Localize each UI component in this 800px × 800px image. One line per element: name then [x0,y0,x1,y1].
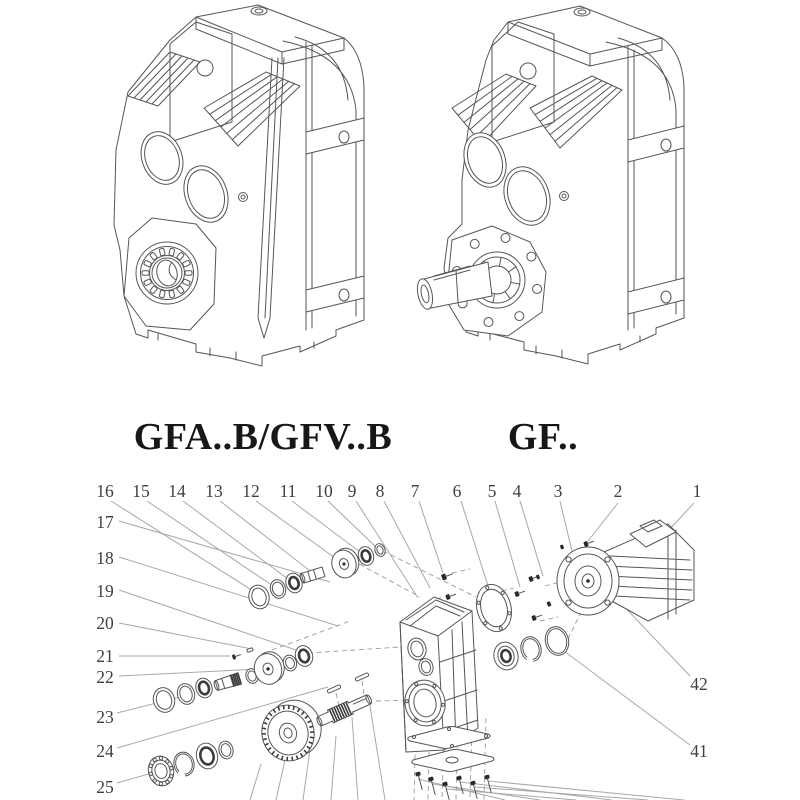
callout-19: 19 [96,581,114,601]
hollow-shaft-bearing [124,218,216,330]
callout-14: 14 [168,481,186,501]
callout-12: 12 [242,481,260,501]
input-shaft-parts [246,542,387,611]
motor [557,520,694,621]
exploded-view [96,481,708,800]
callout-8: 8 [375,481,385,501]
motor-adapter-flange-ring [471,580,516,635]
gearbox-drawing-gfab-gfvb [114,5,364,366]
callout-13: 13 [205,481,223,501]
model-label-left: GFA..B/GFV..B [133,416,393,458]
callout-18: 18 [96,548,114,568]
model-label-right: GF.. [507,416,579,458]
output-bearing-and-rings [491,624,572,673]
callout-5: 5 [487,481,497,501]
callout-7: 7 [410,481,420,501]
callout-20: 20 [96,613,114,633]
callout-25: 25 [96,777,114,797]
callout-16: 16 [96,481,114,501]
output-pinion-shaft [315,692,374,728]
callout-41: 41 [690,741,708,761]
callout-22: 22 [96,667,114,687]
callout-3: 3 [553,481,563,501]
callout-11: 11 [279,481,297,501]
gearbox-drawing-gf [415,6,684,364]
callout-9: 9 [347,481,357,501]
callout-4: 4 [512,481,522,501]
callout-2: 2 [613,481,623,501]
callout-1: 1 [692,481,702,501]
callout-21: 21 [96,646,114,666]
callout-17: 17 [96,512,114,532]
callout-15: 15 [132,481,150,501]
callout-42: 42 [690,674,708,694]
cover-bolts [415,771,493,800]
callout-24: 24 [96,741,114,761]
callout-6: 6 [452,481,462,501]
callout-23: 23 [96,707,114,727]
callout-10: 10 [315,481,333,501]
